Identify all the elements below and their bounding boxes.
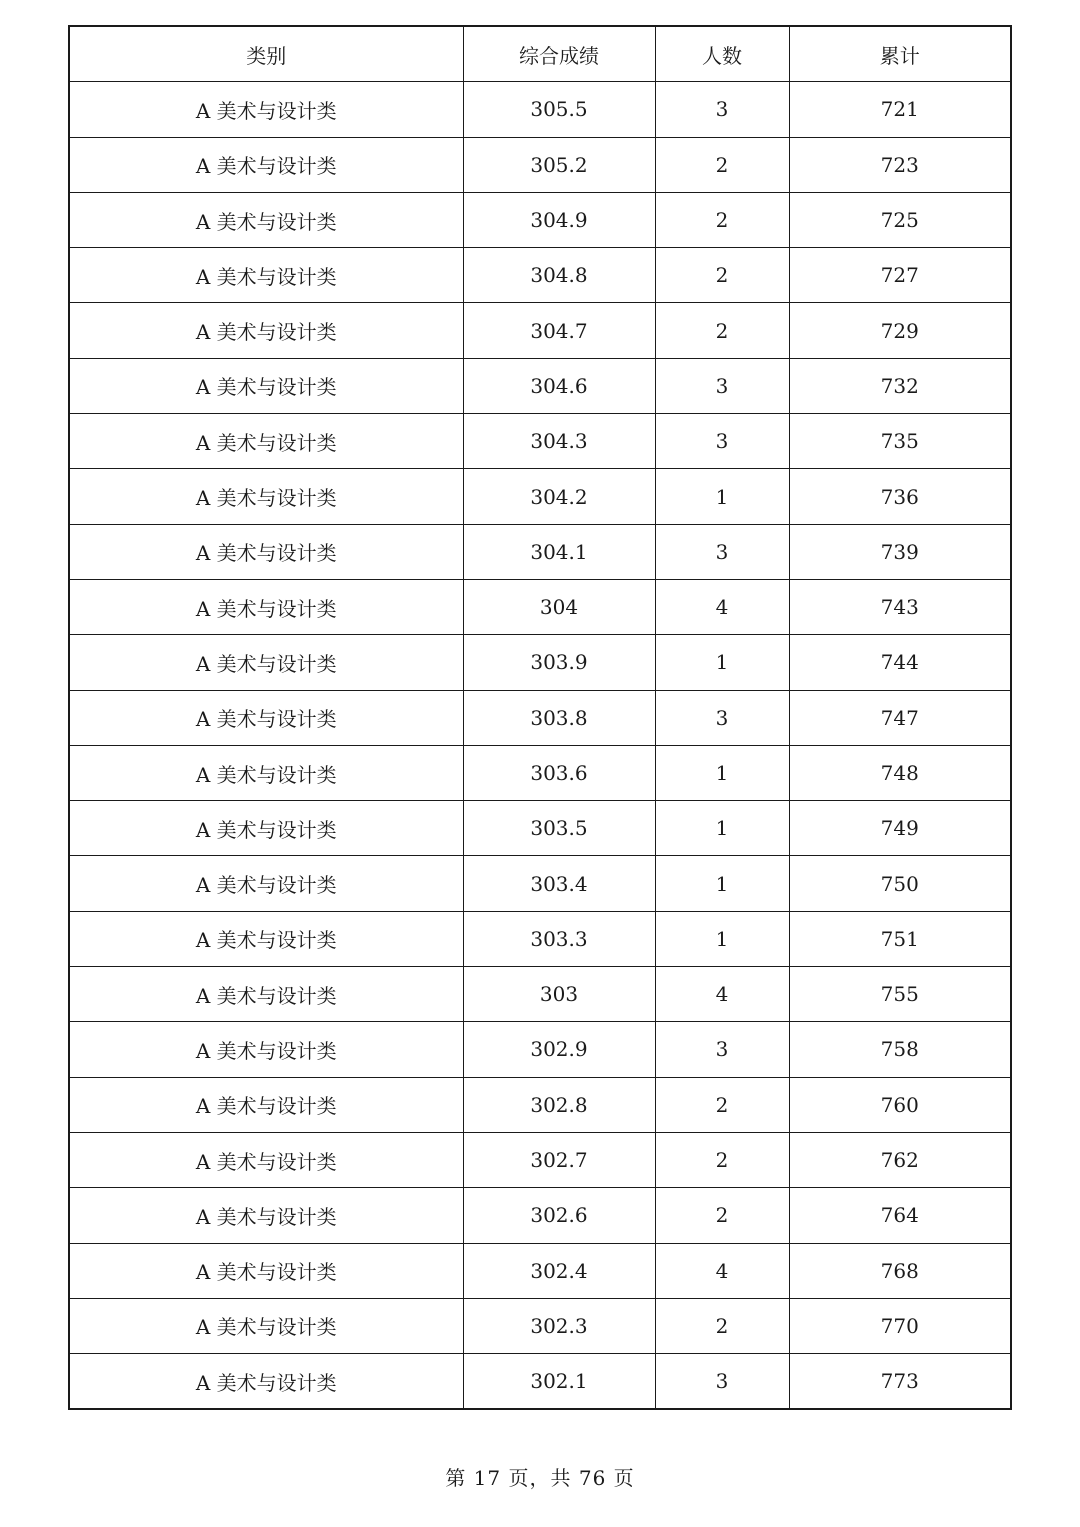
cell-cumulative: 729 [789, 303, 1011, 358]
table-row [69, 414, 1011, 469]
cell-cumulative: 768 [789, 1243, 1011, 1298]
cell-count: 2 [655, 1077, 789, 1132]
cell-category: A 美术与设计类 [69, 745, 463, 800]
cell-composite-score: 305.5 [463, 82, 655, 137]
cell-cumulative: 773 [789, 1354, 1011, 1410]
table-row [69, 1354, 1011, 1410]
table-row [69, 1243, 1011, 1298]
table-row [69, 524, 1011, 579]
cell-cumulative: 760 [789, 1077, 1011, 1132]
cell-category: A 美术与设计类 [69, 690, 463, 745]
table-row [69, 745, 1011, 800]
cell-cumulative: 725 [789, 192, 1011, 247]
cell-count: 3 [655, 690, 789, 745]
cell-category: A 美术与设计类 [69, 414, 463, 469]
cell-composite-score: 302.8 [463, 1077, 655, 1132]
cell-category: A 美术与设计类 [69, 801, 463, 856]
table-row [69, 192, 1011, 247]
cell-composite-score: 304.7 [463, 303, 655, 358]
cell-cumulative: 744 [789, 635, 1011, 690]
table-row [69, 690, 1011, 745]
score-table-container [68, 25, 1010, 1410]
cell-count: 4 [655, 967, 789, 1022]
cell-count: 1 [655, 635, 789, 690]
cell-cumulative: 747 [789, 690, 1011, 745]
cell-count: 2 [655, 137, 789, 192]
cell-composite-score: 304.8 [463, 248, 655, 303]
cell-count: 1 [655, 911, 789, 966]
cell-count: 3 [655, 414, 789, 469]
cell-category: A 美术与设计类 [69, 1298, 463, 1353]
table-row [69, 1132, 1011, 1187]
table-row [69, 1188, 1011, 1243]
cell-composite-score: 304.9 [463, 192, 655, 247]
table-row [69, 137, 1011, 192]
header-cumulative: 累计 [789, 26, 1011, 82]
cell-cumulative: 755 [789, 967, 1011, 1022]
cell-composite-score: 304.2 [463, 469, 655, 524]
cell-composite-score: 304.1 [463, 524, 655, 579]
cell-category: A 美术与设计类 [69, 911, 463, 966]
cell-category: A 美术与设计类 [69, 635, 463, 690]
cell-cumulative: 723 [789, 137, 1011, 192]
cell-composite-score: 304.3 [463, 414, 655, 469]
cell-count: 3 [655, 1354, 789, 1410]
cell-count: 1 [655, 469, 789, 524]
cell-category: A 美术与设计类 [69, 469, 463, 524]
cell-composite-score: 304 [463, 579, 655, 634]
table-row [69, 1077, 1011, 1132]
cell-composite-score: 302.3 [463, 1298, 655, 1353]
cell-cumulative: 727 [789, 248, 1011, 303]
header-category: 类别 [69, 26, 463, 82]
table-row [69, 358, 1011, 413]
table-body [69, 82, 1011, 1410]
cell-category: A 美术与设计类 [69, 1077, 463, 1132]
table-row [69, 911, 1011, 966]
cell-category: A 美术与设计类 [69, 1022, 463, 1077]
cell-cumulative: 750 [789, 856, 1011, 911]
header-composite-score: 综合成绩 [463, 26, 655, 82]
cell-count: 1 [655, 856, 789, 911]
cell-composite-score: 303.3 [463, 911, 655, 966]
cell-composite-score: 303.5 [463, 801, 655, 856]
table-row [69, 635, 1011, 690]
cell-category: A 美术与设计类 [69, 82, 463, 137]
cell-cumulative: 735 [789, 414, 1011, 469]
page-number: 第 17 页，共 76 页 [445, 1466, 635, 1490]
cell-composite-score: 303.4 [463, 856, 655, 911]
cell-category: A 美术与设计类 [69, 248, 463, 303]
table-row [69, 967, 1011, 1022]
cell-cumulative: 736 [789, 469, 1011, 524]
cell-composite-score: 305.2 [463, 137, 655, 192]
cell-category: A 美术与设计类 [69, 579, 463, 634]
cell-category: A 美术与设计类 [69, 524, 463, 579]
header-count: 人数 [655, 26, 789, 82]
cell-count: 4 [655, 1243, 789, 1298]
table-header [69, 26, 1011, 82]
table-row [69, 579, 1011, 634]
cell-count: 2 [655, 1132, 789, 1187]
cell-category: A 美术与设计类 [69, 1243, 463, 1298]
cell-cumulative: 749 [789, 801, 1011, 856]
cell-category: A 美术与设计类 [69, 1132, 463, 1187]
cell-cumulative: 721 [789, 82, 1011, 137]
score-table [68, 25, 1012, 1410]
cell-count: 3 [655, 358, 789, 413]
cell-category: A 美术与设计类 [69, 1188, 463, 1243]
cell-composite-score: 302.7 [463, 1132, 655, 1187]
cell-count: 2 [655, 192, 789, 247]
cell-cumulative: 764 [789, 1188, 1011, 1243]
cell-cumulative: 743 [789, 579, 1011, 634]
cell-category: A 美术与设计类 [69, 967, 463, 1022]
table-row [69, 248, 1011, 303]
table-row [69, 82, 1011, 137]
cell-cumulative: 770 [789, 1298, 1011, 1353]
cell-cumulative: 762 [789, 1132, 1011, 1187]
cell-composite-score: 303.6 [463, 745, 655, 800]
cell-category: A 美术与设计类 [69, 358, 463, 413]
header-row [69, 26, 1011, 82]
cell-category: A 美术与设计类 [69, 137, 463, 192]
cell-cumulative: 758 [789, 1022, 1011, 1077]
table-row [69, 469, 1011, 524]
cell-composite-score: 302.1 [463, 1354, 655, 1410]
cell-cumulative: 732 [789, 358, 1011, 413]
cell-composite-score: 303 [463, 967, 655, 1022]
cell-count: 3 [655, 524, 789, 579]
cell-category: A 美术与设计类 [69, 303, 463, 358]
cell-cumulative: 751 [789, 911, 1011, 966]
cell-count: 2 [655, 1298, 789, 1353]
cell-category: A 美术与设计类 [69, 856, 463, 911]
table-row [69, 303, 1011, 358]
cell-count: 3 [655, 82, 789, 137]
table-row [69, 856, 1011, 911]
cell-composite-score: 303.8 [463, 690, 655, 745]
cell-category: A 美术与设计类 [69, 1354, 463, 1410]
cell-cumulative: 748 [789, 745, 1011, 800]
cell-count: 2 [655, 248, 789, 303]
cell-count: 1 [655, 801, 789, 856]
cell-count: 2 [655, 1188, 789, 1243]
cell-count: 3 [655, 1022, 789, 1077]
cell-composite-score: 303.9 [463, 635, 655, 690]
table-row [69, 801, 1011, 856]
cell-composite-score: 302.4 [463, 1243, 655, 1298]
cell-cumulative: 739 [789, 524, 1011, 579]
table-row [69, 1298, 1011, 1353]
cell-count: 1 [655, 745, 789, 800]
cell-composite-score: 304.6 [463, 358, 655, 413]
cell-composite-score: 302.6 [463, 1188, 655, 1243]
cell-count: 2 [655, 303, 789, 358]
table-row [69, 1022, 1011, 1077]
cell-category: A 美术与设计类 [69, 192, 463, 247]
cell-composite-score: 302.9 [463, 1022, 655, 1077]
cell-count: 4 [655, 579, 789, 634]
